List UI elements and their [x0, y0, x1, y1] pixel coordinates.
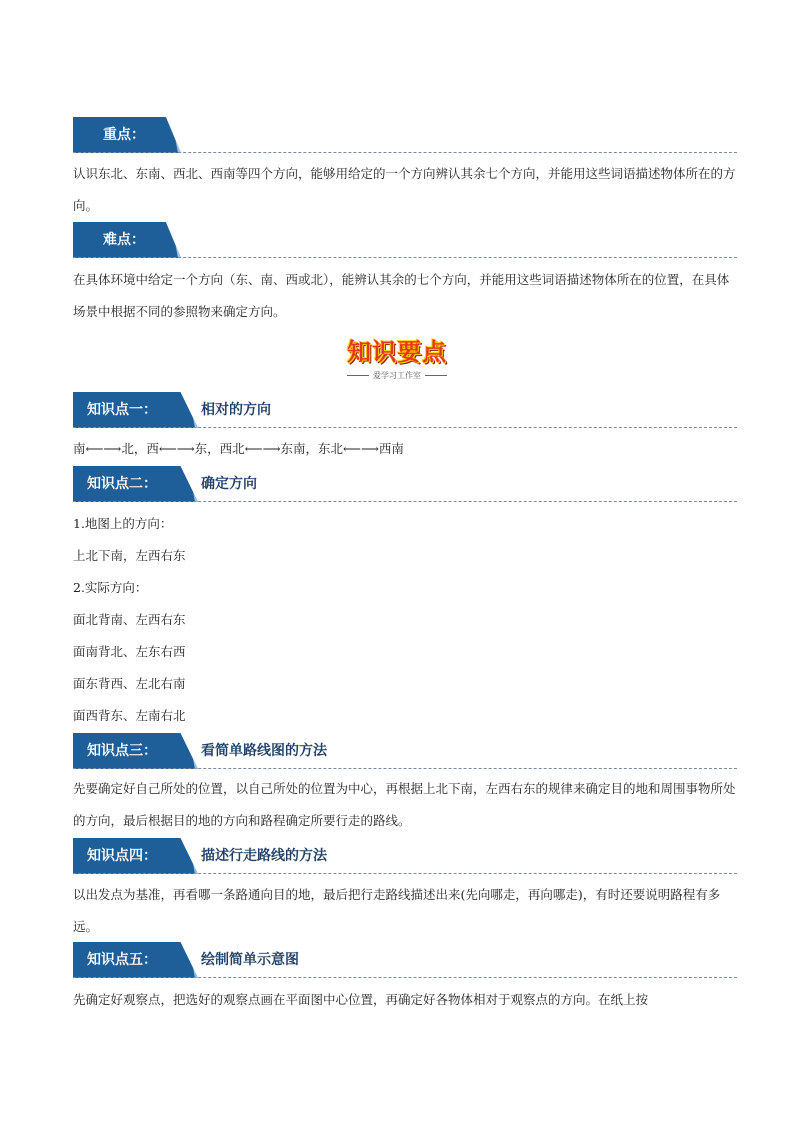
dashed-divider [73, 873, 737, 874]
k2-line: 面南背北、左东右西 [73, 644, 186, 659]
section-label: 难点： [103, 232, 145, 248]
knowledge-points-logo [336, 337, 458, 387]
section-header-zhongdian [73, 117, 737, 153]
section-title: 确定方向 [201, 476, 257, 492]
section-title: 绘制简单示意图 [201, 952, 299, 968]
k2-line: 面北背南、左西右东 [73, 612, 186, 627]
section-header-k4 [73, 838, 737, 874]
dashed-divider [73, 768, 737, 769]
section-header-nandian [73, 222, 737, 258]
section-label: 知识点二： [87, 476, 157, 492]
section-label: 知识点五： [87, 952, 157, 968]
k2-line: 面西背东、左南右北 [73, 708, 186, 723]
dashed-divider [73, 501, 737, 502]
k3-text: 先要确定好自己所处的位置，以自己所处的位置为中心，再根据上北下南，左西右东的规律来确定目的地和周围事物所处的方向，最后根据目的地的方向和路程确定所要行走的路线。 [73, 781, 736, 828]
section-header-k3 [73, 733, 737, 769]
dashed-divider [73, 977, 737, 978]
k1-text: 南⟵⟶北，西⟵⟶东，西北⟵⟶东南，东北⟵⟶西南 [73, 441, 404, 456]
section-label: 重点： [103, 127, 145, 143]
section-header-k2 [73, 466, 737, 502]
k2-line: 面东背西、左北右南 [73, 676, 186, 691]
section-label: 知识点四： [87, 848, 157, 864]
section-title: 相对的方向 [201, 402, 271, 418]
zhongdian-text: 认识东北、东南、西北、西南等四个方向，能够用给定的一个方向辨认其余七个方向，并能用这些词语描述物体所在的方向。 [73, 166, 736, 213]
dashed-divider [73, 427, 737, 428]
k2-line: 1.地图上的方向： [73, 516, 173, 531]
section-title: 看简单路线图的方法 [201, 743, 327, 759]
section-header-k1 [73, 392, 737, 428]
k2-line: 2.实际方向： [73, 580, 148, 595]
k2-line: 上北下南，左西右东 [73, 548, 186, 563]
k5-text: 先确定好观察点，把选好的观察点画在平面图中心位置，再确定好各物体相对于观察点的方向。在纸上按 [73, 992, 649, 1007]
section-title: 描述行走路线的方法 [201, 848, 327, 864]
dashed-divider [73, 257, 737, 258]
nandian-text: 在具体环境中给定一个方向（东、南、西或北），能辨认其余的七个方向，并能用这些词语描述物体所在的位置，在具体场景中根据不同的参照物来确定方向。 [73, 272, 730, 319]
logo-subtitle: 爱学习工作室 [336, 369, 458, 383]
k4-text: 以出发点为基准，再看哪一条路通向目的地，最后把行走路线描述出来(先向哪走，再向哪走)，有时还要说明路程有多远。 [73, 887, 721, 934]
section-label: 知识点三： [87, 743, 157, 759]
section-header-k5 [73, 942, 737, 978]
logo-title: 知识要点 [347, 338, 447, 366]
section-label: 知识点一： [87, 402, 157, 418]
dashed-divider [73, 152, 737, 153]
